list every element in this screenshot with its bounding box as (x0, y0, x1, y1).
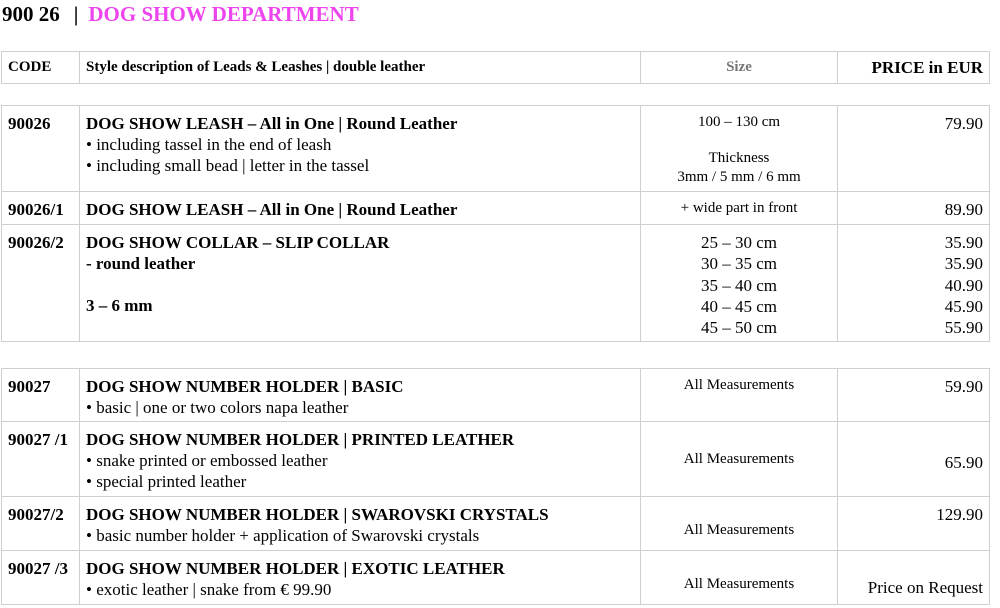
item-size: All Measurements (641, 497, 838, 551)
item-code: 90026/2 (2, 225, 80, 342)
table-row (2, 422, 990, 497)
item-name: DOG SHOW COLLAR – SLIP COLLAR (86, 233, 390, 252)
price-option: 45.90 (944, 296, 983, 316)
item-name: DOG SHOW NUMBER HOLDER | BASIC (86, 377, 404, 396)
col-price-header: PRICE in EUR (838, 52, 990, 84)
size-option: 25 – 30 cm (700, 233, 778, 252)
item-price (838, 225, 990, 342)
price-option: 55.90 (944, 318, 983, 338)
item-description (80, 422, 641, 497)
number-holder-table (1, 368, 990, 605)
item-description (80, 225, 641, 342)
item-name: DOG SHOW NUMBER HOLDER | SWAROVSKI CRYSTALS (86, 505, 549, 524)
title-code: 900 26 (2, 2, 60, 26)
item-size (641, 106, 838, 192)
item-name: DOG SHOW NUMBER HOLDER | PRINTED LEATHER (86, 430, 515, 449)
item-description (80, 369, 641, 422)
item-material: - round leather (86, 254, 196, 273)
size-option: 30 – 35 cm (700, 254, 778, 274)
item-price: Price on Request (838, 551, 990, 605)
table-row (2, 225, 990, 342)
item-name: DOG SHOW LEASH – All in One | Round Leather (86, 200, 458, 219)
item-price: 59.90 (838, 369, 990, 422)
item-code: 90027 (2, 369, 80, 422)
size-spacer (647, 132, 831, 149)
item-price: 89.90 (838, 192, 990, 225)
size-option: 40 – 45 cm (700, 296, 778, 316)
item-description (80, 497, 641, 551)
item-detail: • including small bead | letter in the tassel (86, 156, 370, 175)
item-detail: • exotic leather | snake from € 99.90 (86, 580, 332, 599)
item-size: All Measurements (641, 422, 838, 497)
table-row (2, 551, 990, 605)
item-code: 90026 (2, 106, 80, 192)
price-option: 35.90 (944, 254, 983, 274)
price-option: 35.90 (944, 233, 983, 252)
thickness-label: Thickness (708, 150, 770, 166)
item-name: DOG SHOW NUMBER HOLDER | EXOTIC LEATHER (86, 559, 505, 578)
col-description-header: Style description of Leads & Leashes | double leather (80, 52, 641, 84)
item-detail: • snake printed or embossed leather (86, 451, 328, 470)
item-code: 90027 /3 (2, 551, 80, 605)
price-option: 40.90 (944, 275, 983, 295)
table-row (2, 497, 990, 551)
item-size: All Measurements (641, 551, 838, 605)
title-separator: | (73, 2, 79, 26)
leash-table (1, 105, 990, 342)
item-description (80, 106, 641, 192)
header-table (1, 51, 990, 84)
header-row (2, 52, 990, 84)
item-price: 129.90 (838, 497, 990, 551)
size-option: 35 – 40 cm (700, 275, 778, 295)
table-row (2, 369, 990, 422)
department-name: DOG SHOW DEPARTMENT (88, 2, 359, 26)
item-name: DOG SHOW LEASH – All in One | Round Leather (86, 114, 458, 133)
item-size: + wide part in front (641, 192, 838, 225)
table-row (2, 106, 990, 192)
thickness-options: 3mm / 5 mm / 6 mm (677, 169, 801, 185)
page-title (2, 2, 359, 26)
item-detail: • basic | one or two colors napa leather (86, 398, 349, 417)
item-thickness: 3 – 6 mm (86, 296, 153, 315)
item-description (80, 551, 641, 605)
table-row (2, 192, 990, 225)
item-code: 90027/2 (2, 497, 80, 551)
description-spacer (86, 274, 634, 295)
col-code-header: CODE (2, 52, 80, 84)
item-price: 65.90 (838, 422, 990, 497)
item-description (80, 192, 641, 225)
item-code: 90026/1 (2, 192, 80, 225)
size-option: 45 – 50 cm (700, 318, 778, 338)
size-range: 100 – 130 cm (697, 114, 781, 130)
item-price: 79.90 (838, 106, 990, 192)
item-size: All Measurements (641, 369, 838, 422)
item-size (641, 225, 838, 342)
item-detail: • including tassel in the end of leash (86, 135, 332, 154)
item-code: 90027 /1 (2, 422, 80, 497)
item-detail: • basic number holder + application of Swarovski crystals (86, 526, 480, 545)
col-size-header: Size (641, 52, 838, 84)
item-detail: • special printed leather (86, 472, 247, 491)
